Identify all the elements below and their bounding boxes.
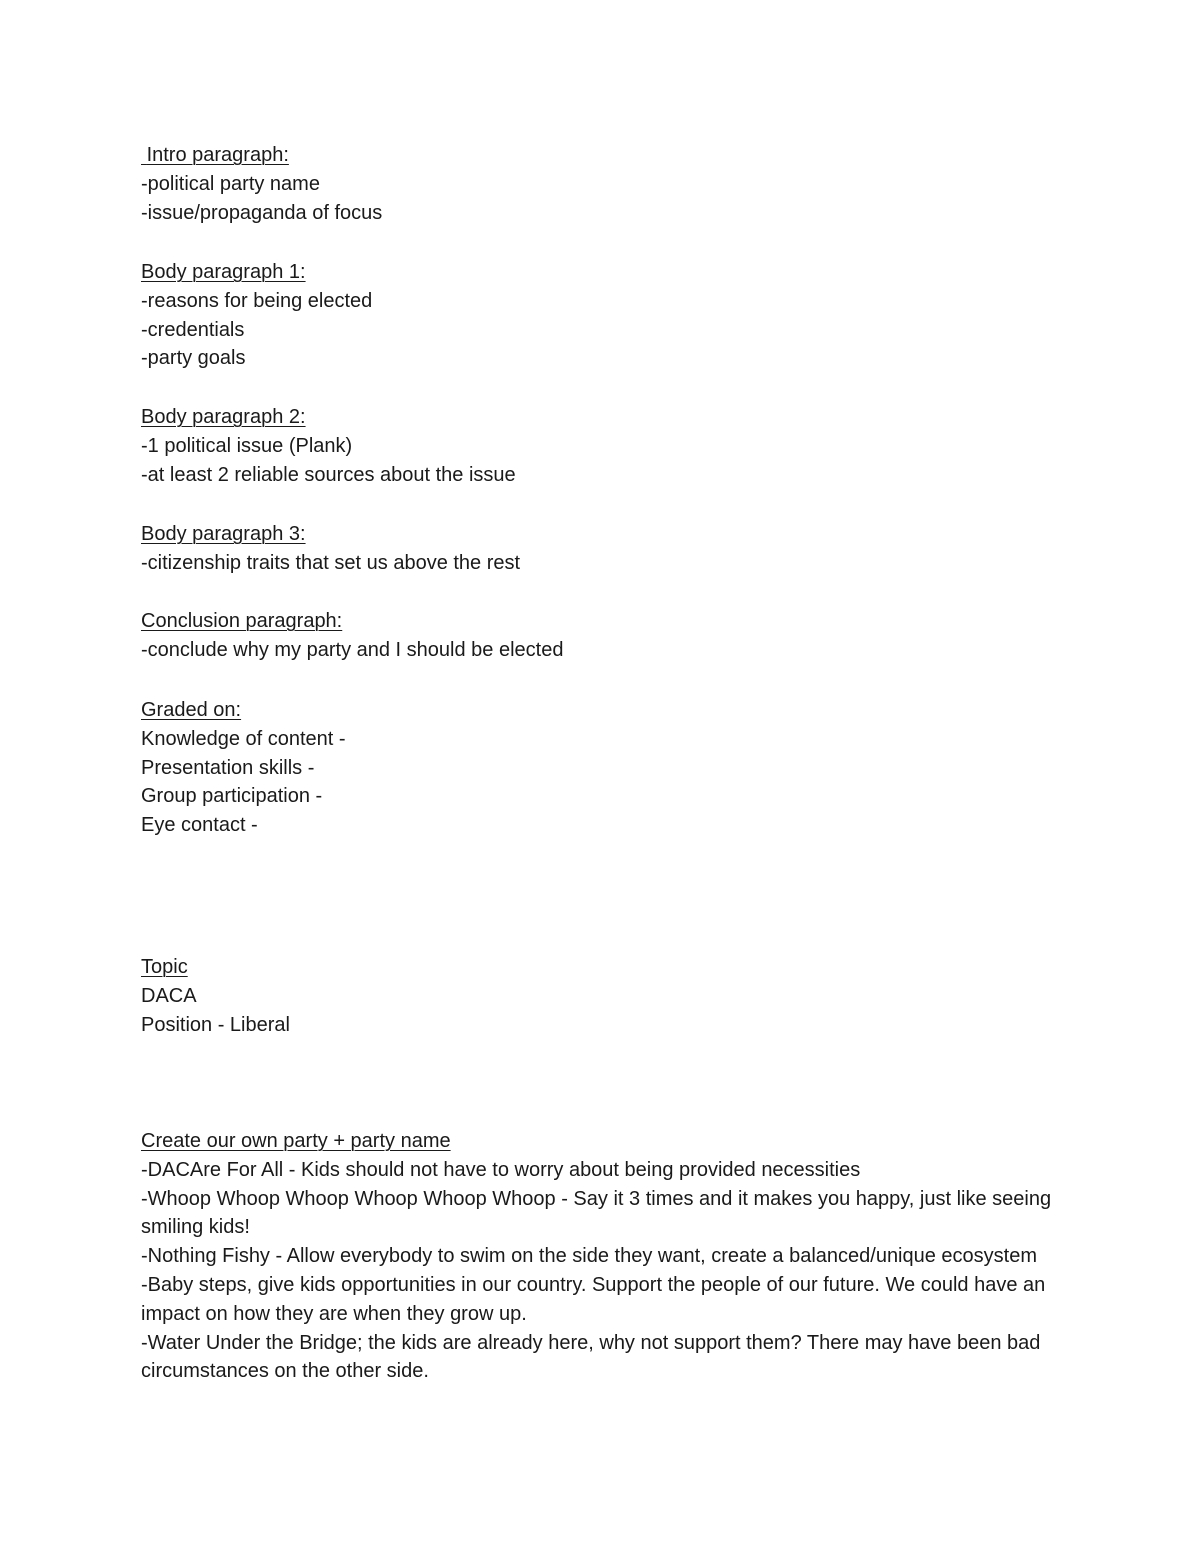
topic-item: Position - Liberal (141, 1013, 290, 1036)
intro-item: -political party name (141, 172, 320, 195)
party-idea: -Nothing Fishy - Allow everybody to swim on the side they want, create a balanced/unique ecosystem (141, 1245, 1038, 1268)
body2-section (141, 403, 1061, 489)
party-idea: -Baby steps, give kids opportunities in our country. Support the people of our future. We could have an impact on how they are when they grow up. (141, 1273, 1046, 1325)
body1-item: -reasons for being elected (141, 289, 373, 312)
conclusion-section (141, 607, 1061, 665)
party-idea: -Water Under the Bridge; the kids are already here, why not support them? There may have been bad circumstances on the other side. (141, 1331, 1041, 1383)
conclusion-item: -conclude why my party and I should be elected (141, 638, 564, 661)
topic-section (141, 953, 1061, 1039)
body1-item: -party goals (141, 347, 246, 370)
intro-heading: Intro paragraph: (141, 144, 289, 166)
body1-heading: Body paragraph 1: (141, 261, 306, 283)
graded-item: Presentation skills - (141, 756, 315, 779)
intro-section (141, 141, 1061, 227)
topic-item: DACA (141, 984, 197, 1007)
body3-section (141, 520, 1061, 578)
body2-item: -at least 2 reliable sources about the issue (141, 463, 516, 486)
graded-item: Eye contact - (141, 814, 258, 837)
body1-section (141, 258, 1061, 373)
graded-heading: Graded on: (141, 699, 242, 721)
party-idea: -DACAre For All - Kids should not have to worry about being provided necessities (141, 1158, 861, 1181)
body2-item: -1 political issue (Plank) (141, 434, 353, 457)
topic-heading: Topic (141, 956, 188, 978)
party-idea: -Whoop Whoop Whoop Whoop Whoop Whoop - Say it 3 times and it makes you happy, just like seeing smiling kids! (141, 1187, 1052, 1239)
body2-heading: Body paragraph 2: (141, 406, 306, 428)
party-section (141, 1127, 1061, 1386)
conclusion-heading: Conclusion paragraph: (141, 610, 343, 632)
intro-item: -issue/propaganda of focus (141, 201, 383, 224)
party-heading: Create our own party + party name (141, 1130, 451, 1152)
graded-section (141, 696, 1061, 840)
body1-item: -credentials (141, 318, 245, 341)
graded-item: Knowledge of content - (141, 727, 346, 750)
graded-item: Group participation - (141, 785, 323, 808)
body3-item: -citizenship traits that set us above the rest (141, 551, 521, 574)
body3-heading: Body paragraph 3: (141, 523, 306, 545)
